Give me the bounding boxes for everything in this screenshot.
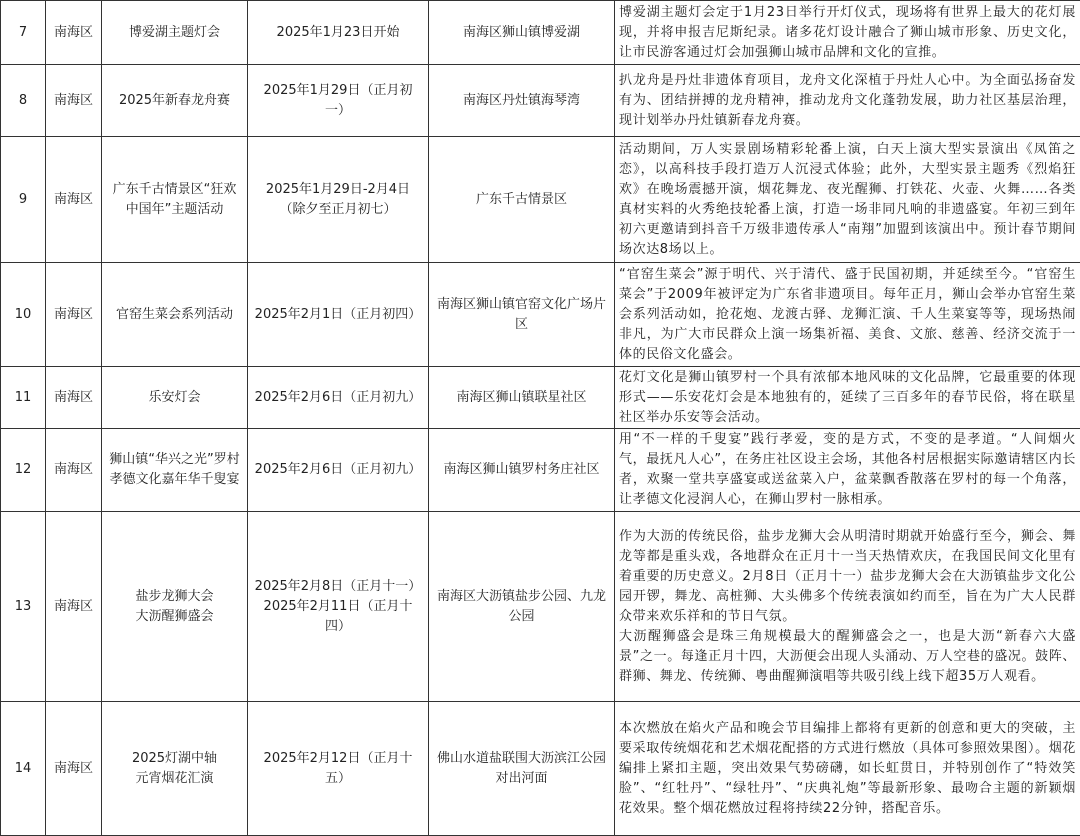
table-row <box>1 512 1080 702</box>
description-paragraph: 扒龙舟是丹灶非遗体育项目，龙舟文化深植于丹灶人心中。为全面弘扬奋发有为、团结拼搏的龙舟精神，推动龙舟文化蓬勃发展，助力社区基层治理，现计划举办丹灶镇新春龙舟赛。 <box>619 71 1076 131</box>
event-name-cell: 2025灯湖中轴 元宵烟花汇演 <box>102 702 248 836</box>
event-place-cell: 南海区丹灶镇海琴湾 <box>429 65 615 137</box>
event-table-body <box>1 1 1080 836</box>
event-place-cell: 南海区狮山镇官窑文化广场片区 <box>429 263 615 367</box>
event-description-cell <box>615 137 1080 263</box>
event-place-cell: 广东千古情景区 <box>429 137 615 263</box>
event-name-cell: 盐步龙狮大会 大沥醒狮盛会 <box>102 512 248 702</box>
row-number: 10 <box>1 263 46 367</box>
event-time-cell: 2025年2月1日（正月初四） <box>248 263 429 367</box>
district-cell: 南海区 <box>46 1 102 65</box>
table-row <box>1 263 1080 367</box>
row-number: 13 <box>1 512 46 702</box>
event-time-cell: 2025年1月23日开始 <box>248 1 429 65</box>
description-paragraph: 大沥醒狮盛会是珠三角规模最大的醒狮盛会之一，也是大沥“新春六大盛景”之一。每逢正月十四，大沥便会出现人头涌动、万人空巷的盛况。鼓阵、群狮、舞龙、传统狮、粤曲醒狮演唱等共吸引线上线下超35万人观看。 <box>619 627 1076 687</box>
description-paragraph: “官窑生菜会”源于明代、兴于清代、盛于民国初期，并延续至今。“官窑生菜会”于2009年被评定为广东省非遗项目。每年正月，狮山会举办官窑生菜会系列活动如，抢花炮、龙渡古驿、龙狮汇演、千人生菜宴等等，现场热闹非凡，为广大市民群众上演一场集祈福、美食、文旅、慈善、经济交流于一体的民俗文化盛会。 <box>619 265 1076 365</box>
table-row <box>1 1 1080 65</box>
row-number: 9 <box>1 137 46 263</box>
event-time-cell: 2025年2月12日（正月十五） <box>248 702 429 836</box>
event-name-cell: 广东千古情景区“狂欢中国年”主题活动 <box>102 137 248 263</box>
table-row <box>1 702 1080 836</box>
event-place-cell: 南海区狮山镇联星社区 <box>429 367 615 429</box>
description-paragraph: 活动期间，万人实景剧场精彩轮番上演，白天上演大型实景演出《凤笛之恋》，以高科技手段打造万人沉浸式体验；此外，大型实景主题秀《烈焰狂欢》在晚场震撼开演，烟花舞龙、夜光醒狮、打铁花、火壶、火舞……各类真材实料的火秀绝技轮番上演，打造一场非同凡响的非遗盛宴。年初三到年初六更邀请到抖音千万级非遗传承人“南翔”加盟到该演出中。预计春节期间场次达8场以上。 <box>619 140 1076 260</box>
event-time-cell: 2025年1月29日-2月4日（除夕至正月初七） <box>248 137 429 263</box>
event-place-cell: 南海区狮山镇博爱湖 <box>429 1 615 65</box>
event-name-cell: 官窑生菜会系列活动 <box>102 263 248 367</box>
row-number: 11 <box>1 367 46 429</box>
event-time-cell: 2025年2月8日（正月十一） 2025年2月11日（正月十四） <box>248 512 429 702</box>
table-row <box>1 429 1080 512</box>
row-number: 8 <box>1 65 46 137</box>
description-paragraph: 本次燃放在焰火产品和晚会节目编排上都将有更新的创意和更大的突破，主要采取传统烟花和艺术烟花配搭的方式进行燃放（具体可参照效果图）。烟花编排上紧扣主题，突出效果气势磅礴，如长虹贯日，并特别创作了“特效笑脸”、“红牡丹”、“绿牡丹”、“庆典礼炮”等最新形象、最吻合主题的新颖烟花效果。整个烟花燃放过程将持续22分钟，搭配音乐。 <box>619 719 1076 819</box>
row-number: 14 <box>1 702 46 836</box>
event-description-cell <box>615 1 1080 65</box>
event-description-cell <box>615 367 1080 429</box>
event-time-cell: 2025年1月29日（正月初一） <box>248 65 429 137</box>
district-cell: 南海区 <box>46 512 102 702</box>
event-name-cell: 狮山镇“华兴之光”罗村孝德文化嘉年华千叟宴 <box>102 429 248 512</box>
table-row <box>1 65 1080 137</box>
event-place-cell: 南海区狮山镇罗村务庄社区 <box>429 429 615 512</box>
event-description-cell <box>615 512 1080 702</box>
district-cell: 南海区 <box>46 137 102 263</box>
row-number: 7 <box>1 1 46 65</box>
description-paragraph: 用“不一样的千叟宴”践行孝爱，变的是方式，不变的是孝道。“人间烟火气，最抚凡人心”，在务庄社区设主会场，其他各村居根据实际邀请辖区内长者，欢聚一堂共享盛宴或送盆菜入户，盆菜飘香散落在罗村的每一个角落，让孝德文化浸润人心，在狮山罗村一脉相承。 <box>619 430 1076 510</box>
event-name-cell: 乐安灯会 <box>102 367 248 429</box>
event-description-cell <box>615 429 1080 512</box>
event-name-cell: 博爱湖主题灯会 <box>102 1 248 65</box>
district-cell: 南海区 <box>46 702 102 836</box>
event-description-cell <box>615 65 1080 137</box>
description-paragraph: 博爱湖主题灯会定于1月23日举行开灯仪式，现场将有世界上最大的花灯展现，并将申报吉尼斯纪录。诸多花灯设计融合了狮山城市形象、历史文化，让市民游客通过灯会加强狮山城市品牌和文化的宣推。 <box>619 3 1076 63</box>
description-paragraph: 作为大沥的传统民俗，盐步龙狮大会从明清时期就开始盛行至今，狮会、舞龙等都是重头戏，各地群众在正月十一当天热情欢庆，在我国民间文化里有着重要的历史意义。2月8日（正月十一）盐步龙狮大会在大沥镇盐步文化公园开锣，舞龙、高桩狮、大头佛多个传统表演如约而至，旨在为广大人民群众带来欢乐祥和的节日气氛。 <box>619 527 1076 627</box>
event-place-cell: 佛山水道盐联围大沥滨江公园对出河面 <box>429 702 615 836</box>
district-cell: 南海区 <box>46 367 102 429</box>
district-cell: 南海区 <box>46 429 102 512</box>
row-number: 12 <box>1 429 46 512</box>
table-row <box>1 137 1080 263</box>
event-time-cell: 2025年2月6日（正月初九） <box>248 367 429 429</box>
event-time-cell: 2025年2月6日（正月初九） <box>248 429 429 512</box>
event-name-cell: 2025年新春龙舟赛 <box>102 65 248 137</box>
description-paragraph: 花灯文化是狮山镇罗村一个具有浓郁本地风味的文化品牌，它最重要的体现形式——乐安花灯会是本地独有的，延续了三百多年的春节民俗，将在联星社区举办乐安等会活动。 <box>619 368 1076 428</box>
district-cell: 南海区 <box>46 65 102 137</box>
district-cell: 南海区 <box>46 263 102 367</box>
event-place-cell: 南海区大沥镇盐步公园、九龙公园 <box>429 512 615 702</box>
event-description-cell <box>615 263 1080 367</box>
table-row <box>1 367 1080 429</box>
event-description-cell <box>615 702 1080 836</box>
